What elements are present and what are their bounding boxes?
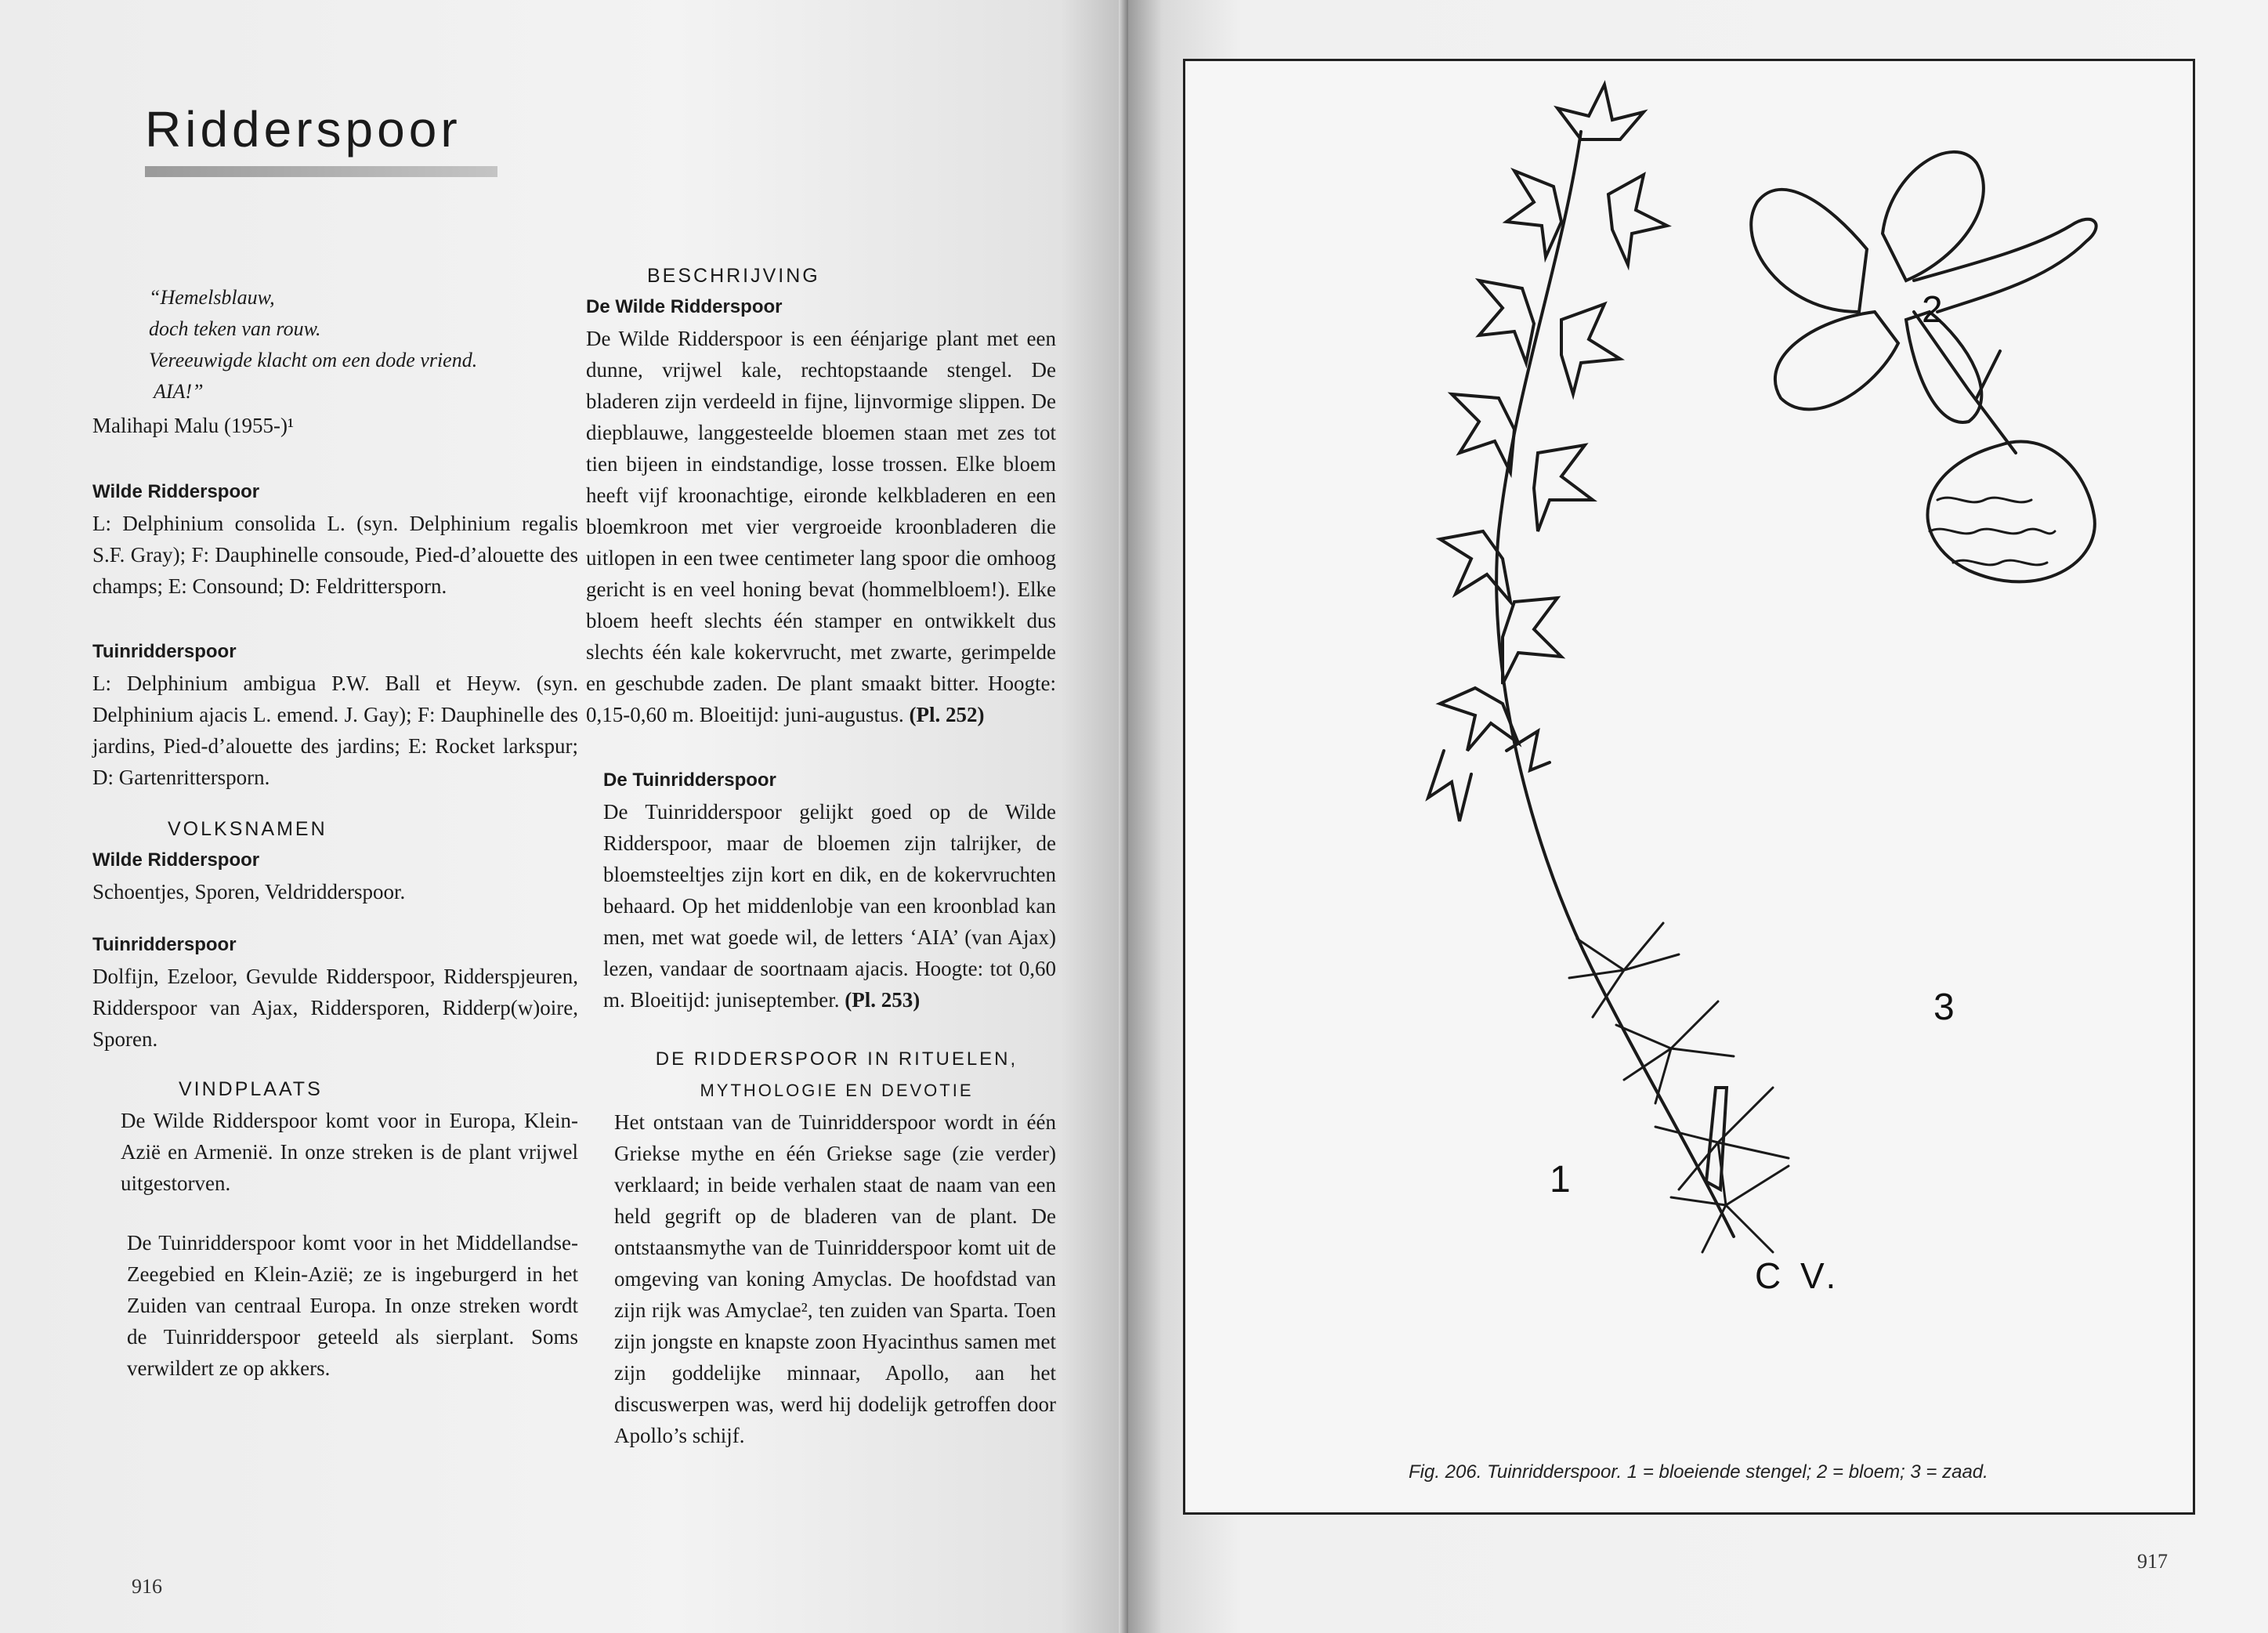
- figure-label-2: 2: [1922, 289, 1943, 331]
- left-page: [0, 0, 1128, 1633]
- vindplaats-text-1: De Wilde Ridderspoor komt voor in Europa, Klein-Azië en Armenië. In onze streken is de plant vrijwel uitgestorven.: [121, 1109, 578, 1195]
- right-column: [586, 260, 1056, 1451]
- page-number-right: 917: [2137, 1550, 2168, 1573]
- rituelen-heading-1: DE RIDDERSPOOR IN RITUELEN,: [655, 1048, 1018, 1070]
- volksnamen-heading: VOLKSNAMEN: [168, 818, 327, 840]
- beschr-wilde-body: De Wilde Ridderspoor is een éénjarige plant met een dunne, vrijwel kale, rechtopstaande stengel. De bladeren zijn verdeeld in fijne, lijnvormige slippen. De diepblauwe, langgesteelde bloemen staan met zes tot tien bijeen in eindstandige, losse trossen. Elke bloem heeft vijf kroonachtige, eironde kelkbladeren en een bloemkroon met vier vergroeide kroonbladeren die uitlopen in een twee centimeter lang spoor die omhoog gericht is en veel honing bevat (hommelbloem!). Elke bloem heeft slechts één stamper en ontwikkelt dus slechts één kale kokervrucht, met zwarte, gerimpelde en geschubde zaden. De plant smaakt bitter. Hoogte: 0,15-0,60 m. Bloeitijd: juni-augustus.: [586, 327, 1056, 726]
- illustrator-signature: C V.: [1755, 1255, 1841, 1296]
- left-column: [92, 476, 578, 1384]
- figure-label-1: 1: [1550, 1159, 1571, 1200]
- beschr-wilde-heading: De Wilde Ridderspoor: [586, 296, 783, 317]
- figure-frame: [1183, 59, 2195, 1515]
- quote-line: Vereeuwigde klacht om een dode vriend.: [149, 349, 478, 371]
- title-underline: [145, 166, 497, 177]
- tuin-synonyms: L: Delphinium ambigua P.W. Ball et Heyw. (syn. Delphinium ajacis L. emend. J. Gay); F: Dauphinelle des jardins, Pied-d’alouette des jardins; E: Rocket larkspur; D: Gartenrittersporn.: [92, 672, 578, 789]
- beschrijving-heading: BESCHRIJVING: [647, 265, 820, 287]
- tuin-heading: Tuinridderspoor: [92, 641, 237, 662]
- figure-label-3: 3: [1933, 987, 1955, 1028]
- quote-source: Malihapi Malu (1955-)¹: [92, 414, 295, 437]
- stem: [1496, 132, 1734, 1237]
- vindplaats-heading: VINDPLAATS: [179, 1078, 323, 1100]
- beschr-tuin-body: De Tuinridderspoor gelijkt goed op de Wilde Ridderspoor, maar de bloemen zijn talrijker, de bloemsteeltjes zijn kort en dik, en de kokervruchten behaard. Op het middenlobje van een kroonblad kan men, met wat goede wil, de letters ‘AIA’ (van Ajax) lezen, vandaar de soortnaam ajacis. Hoogte: tot 0,60 m. Bloeitijd: juniseptember.: [603, 800, 1056, 1012]
- vindplaats-text-2: De Tuinridderspoor komt voor in het Middellandse-Zeegebied en Klein-Azië; ze is ingeburgerd in het Zuiden van centraal Europa. In onze streken wordt de Tuinridderspoor geteeld als sierplant. Soms verwildert ze op akkers.: [127, 1231, 578, 1380]
- beschr-tuin-text: [586, 796, 1056, 1016]
- page-title: Ridderspoor: [145, 101, 461, 158]
- plate-ref-253: (Pl. 253): [845, 988, 921, 1012]
- quote-line: AIA!”: [154, 380, 204, 403]
- stem-cut: [1706, 1088, 1727, 1189]
- figure-caption: Fig. 206. Tuinridderspoor. 1 = bloeiende stengel; 2 = bloem; 3 = zaad.: [1409, 1461, 1988, 1483]
- larkspur-illustration: [1185, 61, 2193, 1512]
- quote-line: doch teken van rouw.: [149, 317, 321, 340]
- wilde-heading: Wilde Ridderspoor: [92, 481, 260, 502]
- page-number-left: 916: [132, 1575, 162, 1598]
- epigraph-quote: [149, 282, 556, 407]
- volks-tuin-heading: Tuinridderspoor: [92, 934, 237, 955]
- rituelen-heading-2: MYTHOLOGIE EN DEVOTIE: [700, 1081, 974, 1100]
- seed-detail: [1928, 442, 2095, 582]
- volks-tuin-text: Dolfijn, Ezeloor, Gevulde Ridderspoor, Ridderspjeuren, Ridderspoor van Ajax, Riddersporen, Ridderp(w)oire, Sporen.: [92, 965, 578, 1051]
- quote-line: “Hemelsblauw,: [149, 286, 275, 309]
- volks-wilde-heading: Wilde Ridderspoor: [92, 849, 260, 871]
- volks-wilde-text: Schoentjes, Sporen, Veldridderspoor.: [92, 880, 406, 903]
- beschr-wilde-text: [586, 323, 1056, 730]
- flower-cluster: [1428, 85, 1667, 821]
- rituelen-text: Het ontstaan van de Tuinridderspoor wordt in één Griekse mythe en één Griekse sage (zie verder) verklaard; in beide verhalen staat de naam van een held gegrift op de bladeren van de plant. De ontstaansmythe van de Tuinridderspoor komt uit de omgeving van koning Amyclas. De hoofdstad van zijn rijk was Amyclae², ten zuiden van Sparta. Toen zijn jongste en knapste zoon Hyacinthus samen met zijn goddelijke minnaar, Apollo, aan het discuswerpen was, werd hij dodelijk getroffen door Apollo’s schijf.: [614, 1110, 1056, 1447]
- plate-ref-252: (Pl. 252): [909, 703, 985, 726]
- beschr-tuin-heading: De Tuinridderspoor: [603, 769, 776, 791]
- leaf-whorls: [1569, 923, 1789, 1252]
- wilde-synonyms: L: Delphinium consolida L. (syn. Delphinium regalis S.F. Gray); F: Dauphinelle consoude, Pied-d’alouette des champs; E: Consound; D: Feldrittersporn.: [92, 512, 578, 598]
